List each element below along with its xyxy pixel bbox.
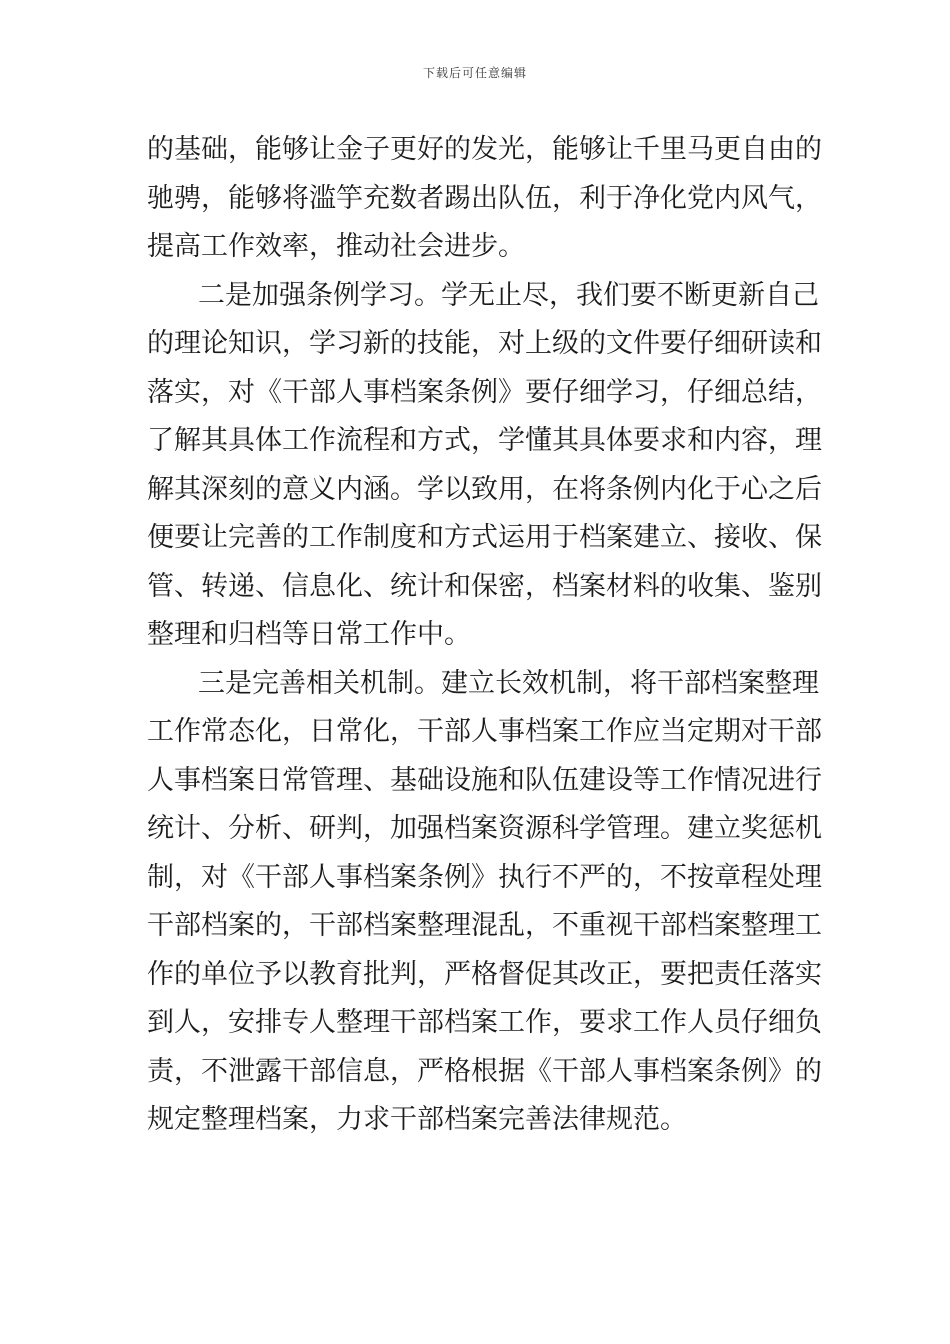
text-line: 驰骋，能够将滥竽充数者踢出队伍，利于净化党内风气，: [147, 182, 822, 214]
text-line: 的基础，能够让金子更好的发光，能够让千里马更自由的: [147, 134, 822, 165]
page-header-note: 下载后可任意编辑: [422, 66, 527, 80]
text-line: 统计、分析、研判，加强档案资源科学管理。建立奖惩机: [147, 813, 822, 844]
document-body: [147, 126, 822, 1145]
text-line: 提高工作效率，推动社会进步。: [147, 231, 525, 262]
text-line: 工作常态化，日常化，干部人事档案工作应当定期对干部: [147, 716, 822, 747]
text-line: 作的单位予以教育批判，严格督促其改正，要把责任落实: [147, 958, 822, 990]
text-line: 落实，对《干部人事档案条例》要仔细学习，仔细总结，: [147, 376, 822, 408]
text-line: 解其深刻的意义内涵。学以致用，在将条例内化于心之后: [147, 473, 822, 505]
paragraph-start-line: 三是完善相关机制。建立长效机制，将干部档案整理: [198, 667, 819, 699]
paragraph-start-line: 二是加强条例学习。学无止尽，我们要不断更新自己: [198, 279, 819, 311]
text-line: 干部档案的，干部档案整理混乱，不重视干部档案整理工: [147, 910, 822, 941]
text-line: 责，不泄露干部信息，严格根据《干部人事档案条例》的: [147, 1055, 822, 1087]
text-line: 整理和归档等日常工作中。: [147, 619, 471, 650]
text-line: 规定整理档案，力求干部档案完善法律规范。: [147, 1104, 687, 1135]
text-line: 人事档案日常管理、基础设施和队伍建设等工作情况进行: [147, 764, 822, 796]
text-line: 到人，安排专人整理干部档案工作，要求工作人员仔细负: [147, 1007, 822, 1038]
text-line: 管、转递、信息化、统计和保密，档案材料的收集、鉴别: [147, 570, 822, 602]
text-line: 制，对《干部人事档案条例》执行不严的，不按章程处理: [147, 861, 822, 893]
text-line: 的理论知识，学习新的技能，对上级的文件要仔细研读和: [147, 328, 822, 359]
text-line: 了解其具体工作流程和方式，学懂其具体要求和内容，理: [147, 425, 822, 456]
text-line: 便要让完善的工作制度和方式运用于档案建立、接收、保: [147, 522, 822, 553]
